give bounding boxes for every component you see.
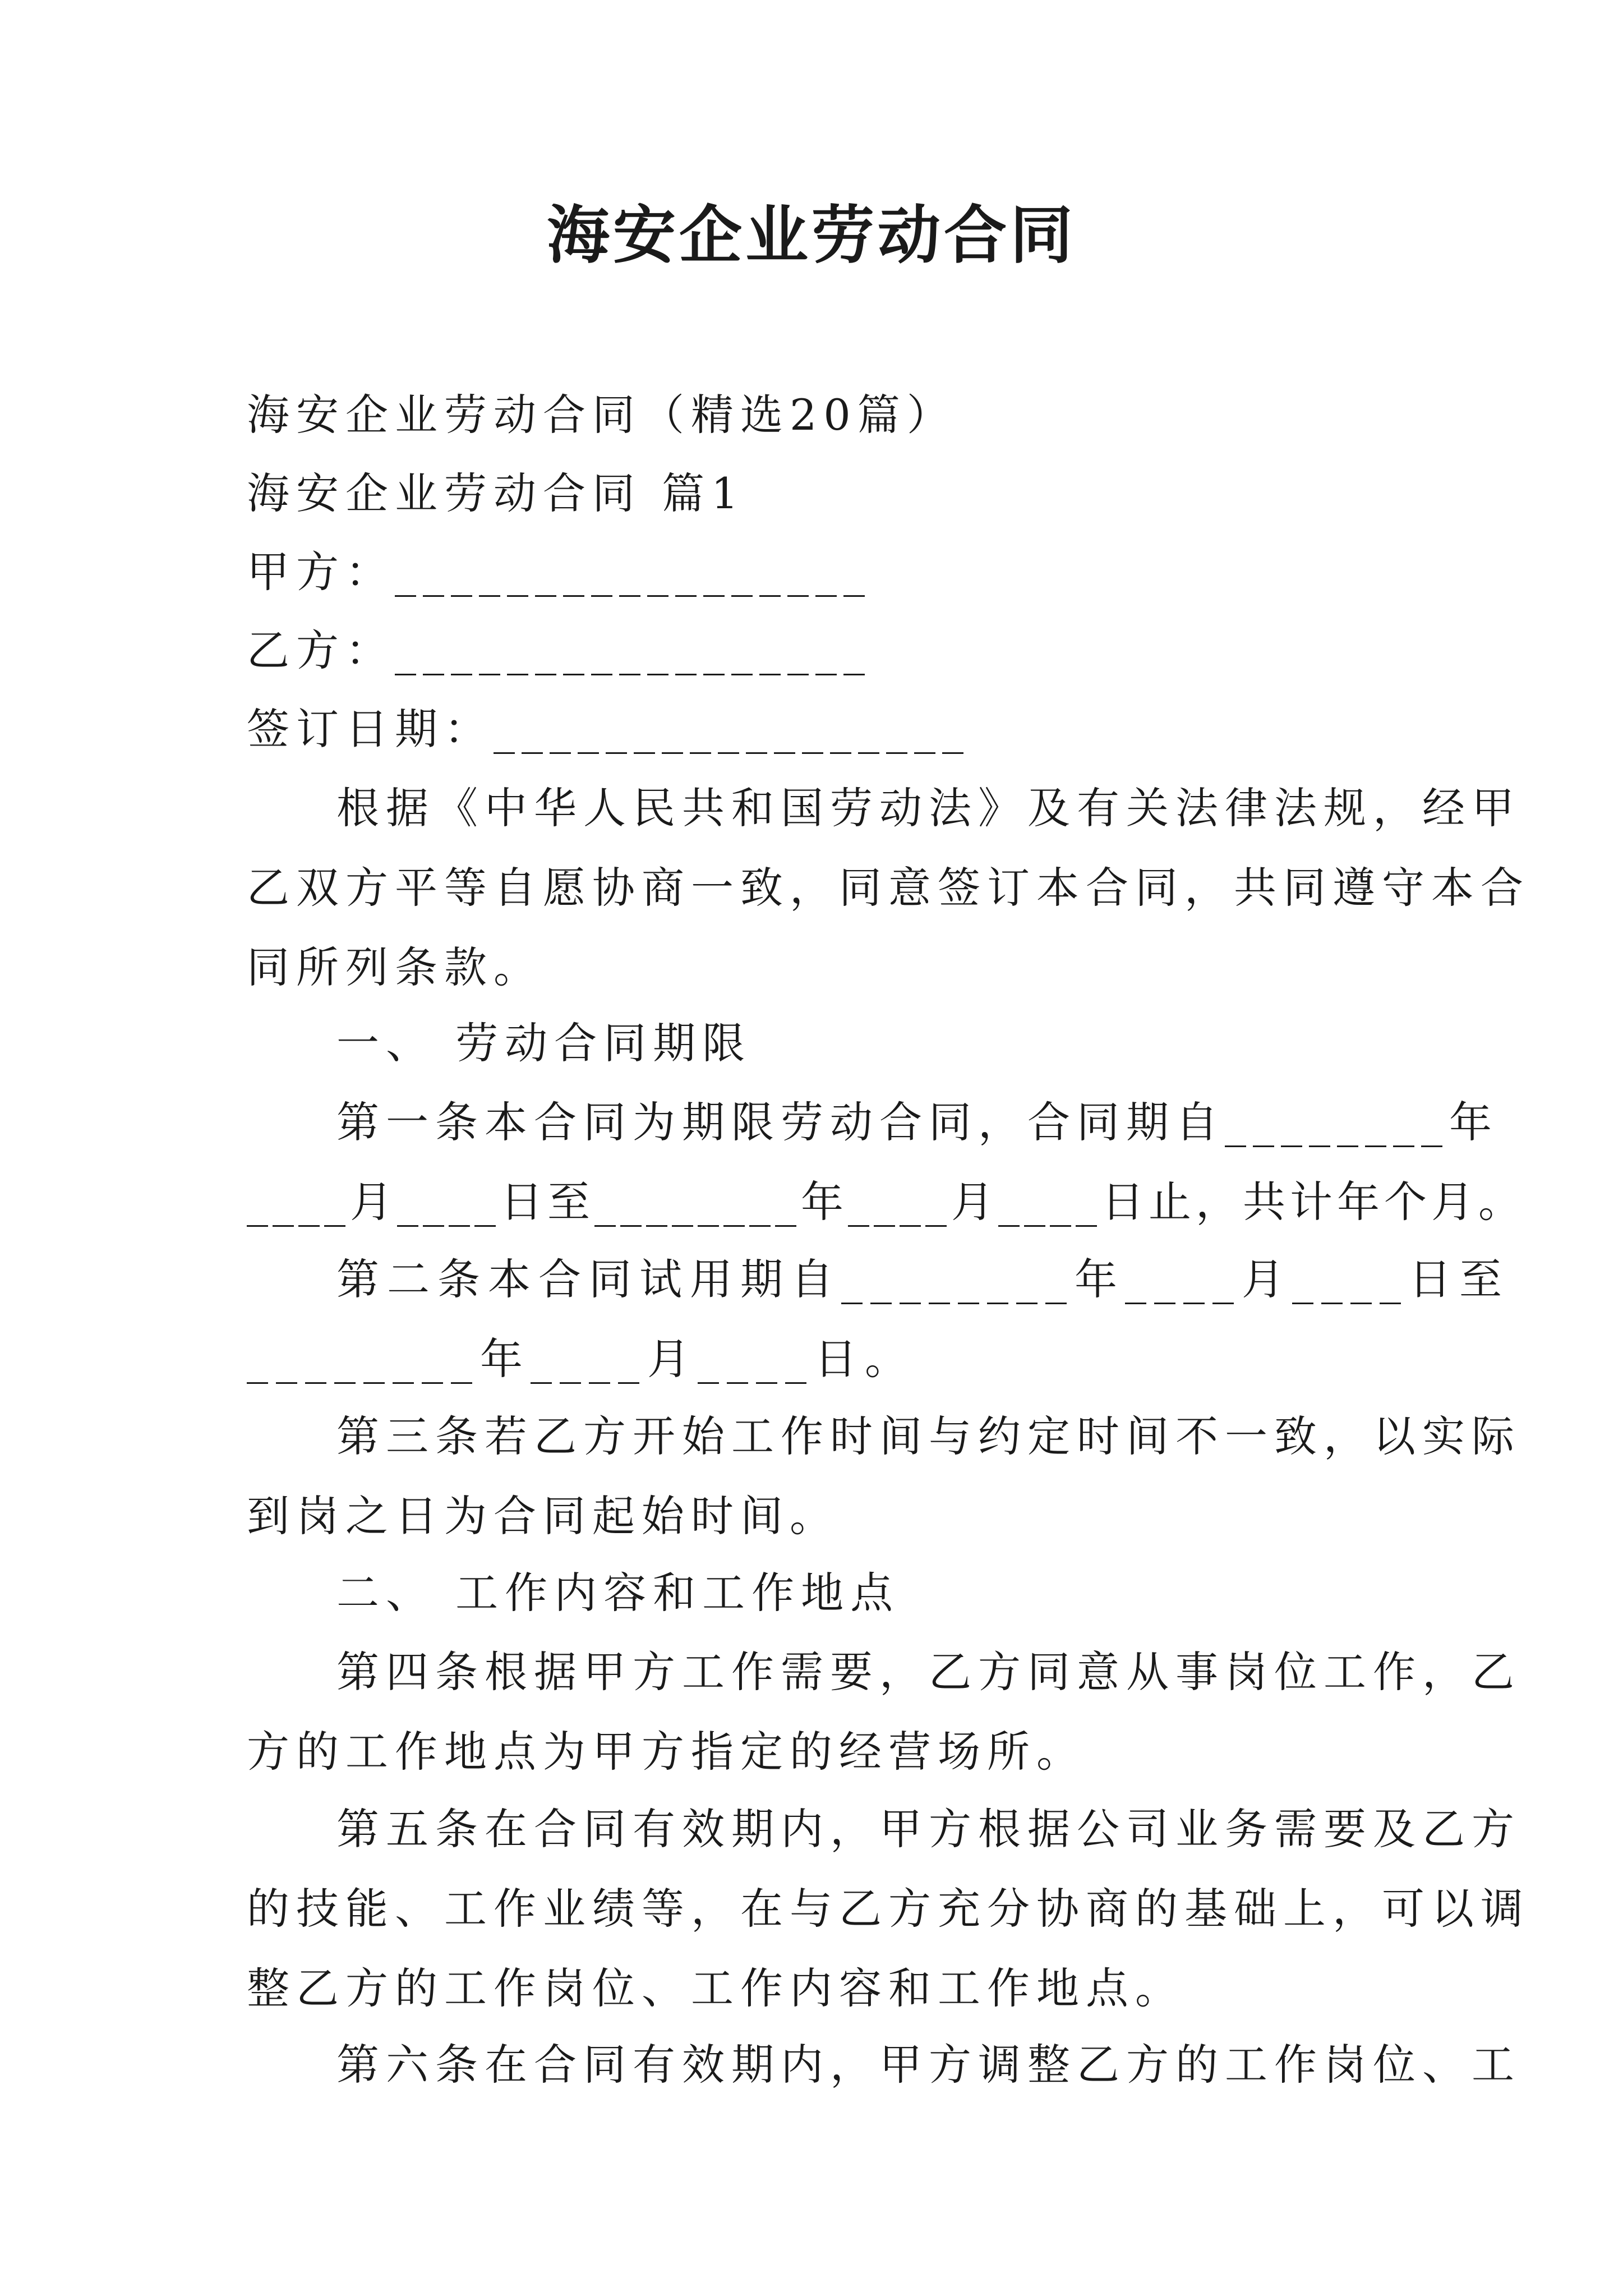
heading-contract-term <box>247 1004 1380 1083</box>
paragraph-article-3 <box>247 1397 1521 1556</box>
paragraph-line: 方的工作地点为甲方指定的经营场所。 <box>247 1727 1086 1777</box>
paragraph-line: 同所列条款。 <box>247 942 543 992</box>
paragraph-article-5 <box>247 1789 1530 2028</box>
paragraph-line: 第四条根据甲方工作需要，乙方同意从事岗位工作，乙 <box>336 1647 1521 1697</box>
subtitle: 海安企业劳动合同（精选20篇） <box>247 390 956 440</box>
sign-date-field: 签订日期：_________________ <box>247 704 970 754</box>
paragraph-line: 到岗之日为合同起始时间。 <box>247 1491 839 1541</box>
paragraph-line: ____月____日至________年____月____日止，共计年个月。 <box>247 1177 1525 1227</box>
paragraph-line: 乙双方平等自愿协商一致，同意签订本合同，共同遵守本合 <box>247 863 1530 913</box>
party-a-field: 甲方：_________________ <box>247 547 872 597</box>
paragraph-article-6 <box>247 2025 1521 2105</box>
paragraph-line: 第二条本合同试用期自________年____月____日至 <box>336 1254 1510 1304</box>
section-heading: 海安企业劳动合同 篇1 <box>247 468 745 518</box>
paragraph-article-2 <box>247 1240 1510 1399</box>
party-b-field: 乙方：_________________ <box>247 625 872 675</box>
paragraph-line: ________年____月____日。 <box>247 1334 915 1384</box>
paragraph-article-1 <box>247 1083 1525 1242</box>
paragraph-line: 第一条本合同为期限劳动合同，合同期自________年 <box>336 1097 1498 1147</box>
heading-text: 一、 劳动合同期限 <box>336 1018 752 1068</box>
paragraph-line: 的技能、工作业绩等，在与乙方充分协商的基础上，可以调 <box>247 1884 1530 1934</box>
document-title: 海安企业劳动合同 <box>547 199 1076 272</box>
paragraph-preamble <box>247 769 1530 1007</box>
heading-text: 二、 工作内容和工作地点 <box>336 1568 900 1618</box>
paragraph-line: 根据《中华人民共和国劳动法》及有关法律法规，经甲 <box>336 783 1521 833</box>
paragraph-line: 第六条在合同有效期内，甲方调整乙方的工作岗位、工 <box>336 2040 1521 2090</box>
paragraph-article-4 <box>247 1632 1521 1792</box>
heading-work-content <box>247 1554 1380 1632</box>
paragraph-line: 第三条若乙方开始工作时间与约定时间不一致，以实际 <box>336 1411 1521 1461</box>
paragraph-line: 第五条在合同有效期内，甲方根据公司业务需要及乙方 <box>336 1804 1521 1854</box>
paragraph-line: 整乙方的工作岗位、工作内容和工作地点。 <box>247 1963 1184 2013</box>
